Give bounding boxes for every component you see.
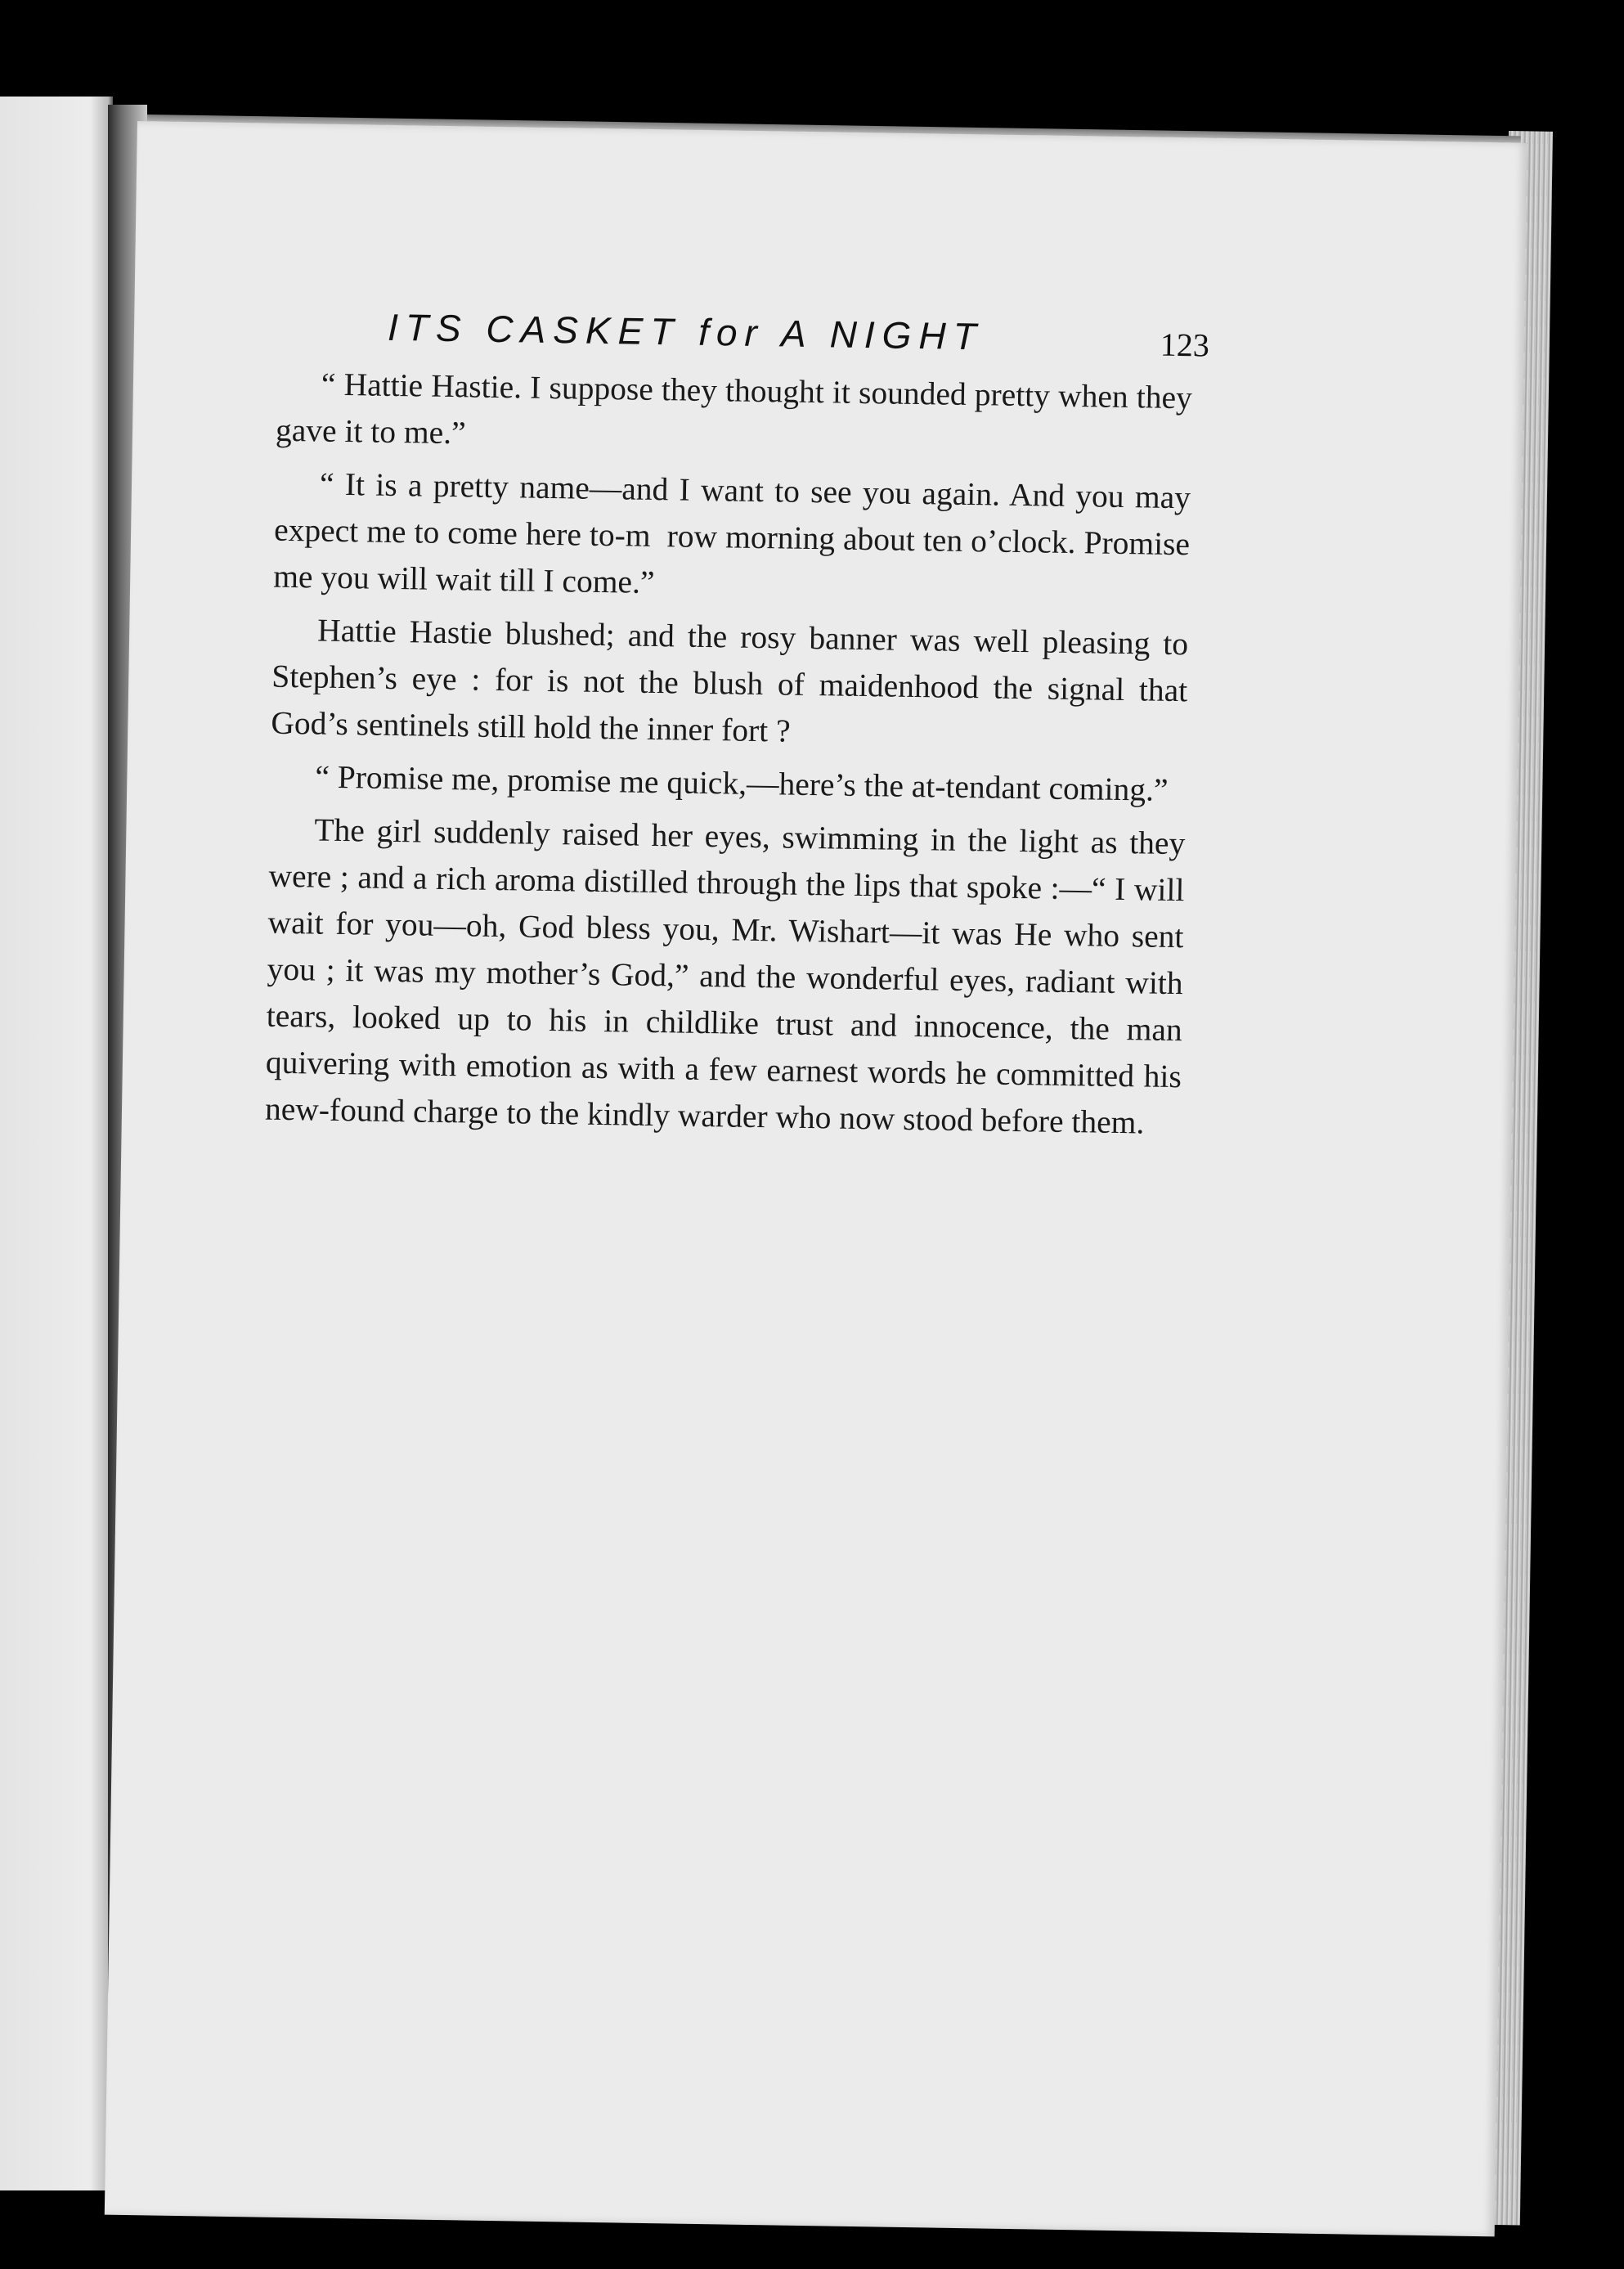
- paragraph: “ Hattie Hastie. I suppose they thought it sounded pretty when they gave it to me.”: [275, 366, 1193, 452]
- paragraph: Hattie Hastie blushed; and the rosy banner was well pleasing to Stephen’s eye : for is not the blush of maidenhood the signal that God’s sentinels still hold the inner fort ?: [271, 612, 1189, 749]
- running-title: ITS CASKET for A NIGHT: [387, 305, 985, 358]
- paragraph: “ Promise me, promise me quick,—here’s the at-tendant coming.”: [315, 758, 1169, 808]
- page-number: 123: [1160, 326, 1210, 364]
- paragraph: “ It is a pretty name—and I want to see you again. And you may expect me to come here to-m row morning about ten o’clock. Promise me you will wait till I come.”: [272, 465, 1191, 601]
- book-page: [105, 121, 1528, 2236]
- facing-page-edge: [0, 97, 113, 2190]
- text-block: [264, 303, 1210, 1147]
- paragraph: The girl suddenly raised her eyes, swimming in the light as they were ; and a rich aroma distilled through the lips that spoke :—“ I will wait for you—oh, God bless you, Mr. Wishart—it was He who sent you ; it was my mother’s God,” and the wonderful eyes, radiant with tears, looked up to his in childlike trust and innocence, the man quivering with emotion as with a few earnest words he committed his new-found charge to the kindly warder who now stood before them.: [264, 811, 1186, 1141]
